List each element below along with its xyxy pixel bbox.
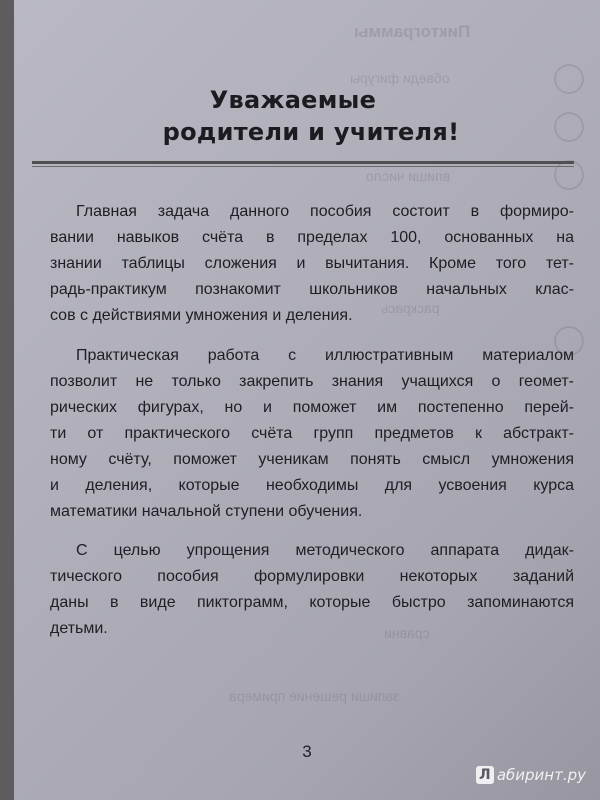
text-line: тического пособия формулировки некоторых заданий xyxy=(50,568,574,585)
watermark-text: абиринт.ру xyxy=(496,766,586,784)
show-through-line: запиши решение примера xyxy=(229,688,400,704)
heading-divider-thin xyxy=(32,166,574,167)
show-through-line: раскрась xyxy=(381,300,440,316)
show-through-line: обведи фигуры xyxy=(350,70,450,86)
show-through-line: сравни xyxy=(384,625,430,641)
page-heading-line2: родители и учителя! xyxy=(162,118,460,146)
text-line: позволит не только закрепить знания учащихся о геомет- xyxy=(50,373,574,390)
text-line: даны в виде пиктограмм, которые быстро запоминаются xyxy=(50,594,574,611)
text-line: детьми. xyxy=(50,620,108,637)
text-line: радь-практикум познакомит школьников начальных клас- xyxy=(50,281,574,298)
labirint-logo-icon: Л xyxy=(476,766,494,784)
text-line: вании навыков счёта в пределах 100, основанных на xyxy=(50,229,574,246)
text-line: и деления, которые необходимы для усвоения курса xyxy=(50,477,574,494)
text-line: сов с действиями умножения и деления. xyxy=(50,307,353,324)
text-line: Главная задача данного пособия состоит в формиро- xyxy=(76,203,574,220)
show-through-title: Пиктограммы xyxy=(353,22,470,41)
book-page xyxy=(14,0,600,800)
text-line: С целью упрощения методического аппарата дидак- xyxy=(76,542,574,559)
paragraph-1 xyxy=(50,199,574,329)
page-heading-line1: Уважаемые xyxy=(209,86,377,114)
text-line: знании таблицы сложения и вычитания. Кроме того тет- xyxy=(50,255,574,272)
heading-divider xyxy=(32,161,574,164)
text-line: Практическая работа с иллюстративным материалом xyxy=(76,347,574,364)
show-through-line: впиши число xyxy=(365,168,450,184)
paragraph-2 xyxy=(50,343,574,525)
page-number: 3 xyxy=(302,742,312,761)
show-through-circle xyxy=(554,160,584,190)
text-line: рических фигурах, но и поможет им постепенно перей- xyxy=(50,399,574,416)
text-line: ти от практического счёта групп предметов к абстракт- xyxy=(50,425,574,442)
labirint-watermark xyxy=(476,766,586,784)
paragraph-3 xyxy=(50,538,574,642)
text-line: ному счёту, поможет ученикам понять смысл умножения xyxy=(50,451,574,468)
text-line: математики начальной ступени обучения. xyxy=(50,503,363,520)
